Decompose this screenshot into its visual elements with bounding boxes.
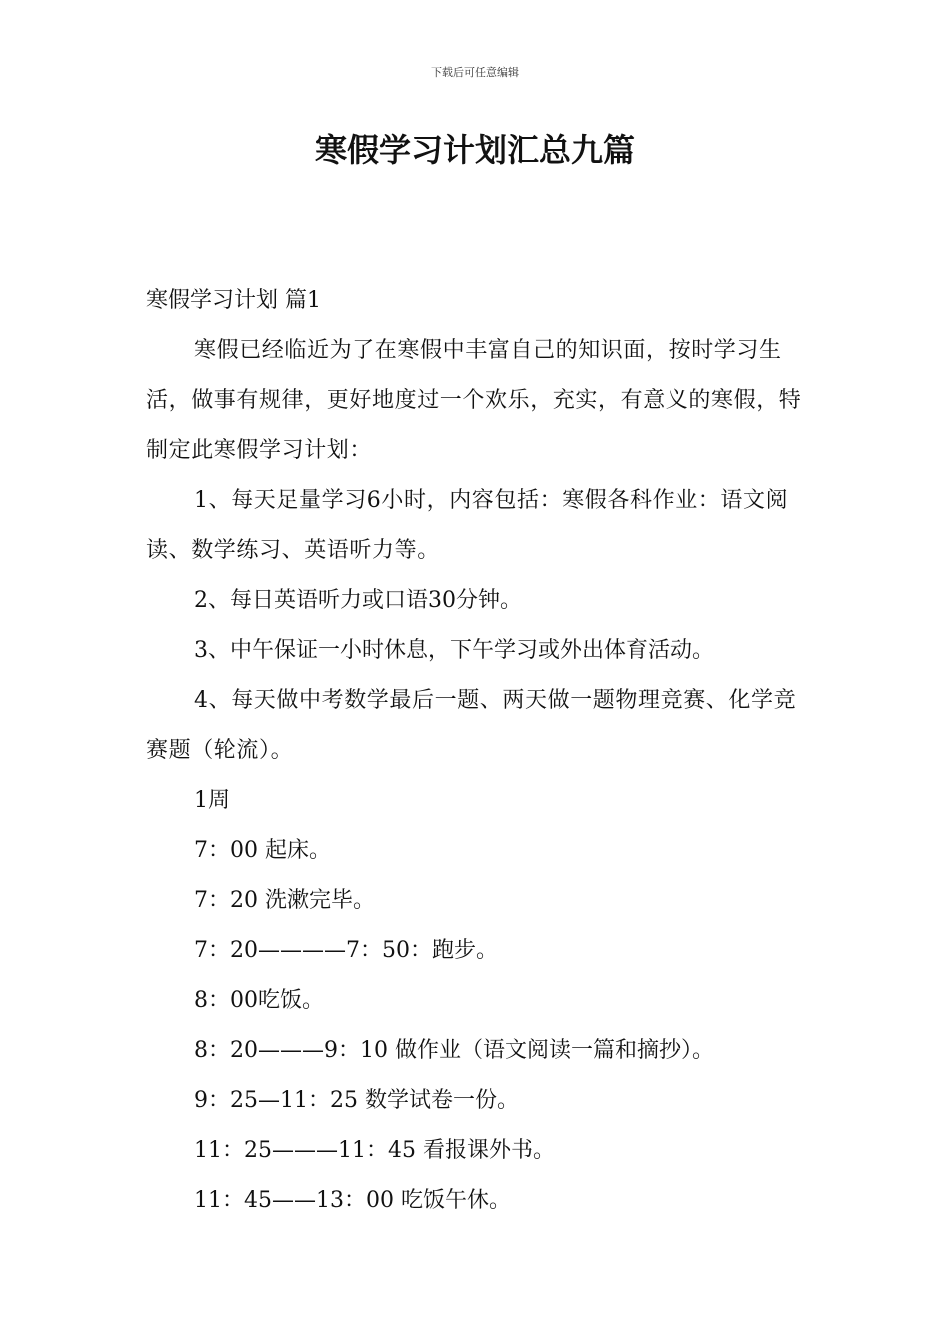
rule-item: 3、中午保证一小时休息，下午学习或外出体育活动。 bbox=[194, 638, 714, 663]
schedule-item: 7：20 洗漱完毕。 bbox=[194, 888, 375, 913]
intro-paragraph: 寒假已经临近为了在寒假中丰富自己的知识面，按时学习生活，做事有规律，更好地度过一个欢乐，充实，有意义的寒假，特制定此寒假学习计划： bbox=[146, 338, 802, 463]
document-title: 寒假学习计划汇总九篇 bbox=[314, 131, 635, 169]
schedule-item: 7：20————7：50：跑步。 bbox=[194, 938, 498, 963]
document-body bbox=[146, 276, 806, 1226]
schedule-item: 9：25—11：25 数学试卷一份。 bbox=[194, 1088, 519, 1113]
schedule-item: 8：20———9：10 做作业（语文阅读一篇和摘抄）。 bbox=[194, 1038, 714, 1063]
rule-item: 4、每天做中考数学最后一题、两天做一题物理竞赛、化学竞赛题（轮流）。 bbox=[146, 688, 797, 763]
schedule-item: 11：25———11：45 看报课外书。 bbox=[194, 1138, 555, 1163]
schedule-item: 8：00吃饭。 bbox=[194, 988, 324, 1013]
section-heading: 寒假学习计划 篇1 bbox=[146, 288, 321, 313]
page-header-note: 下载后可任意编辑 bbox=[431, 66, 519, 79]
rule-item: 2、每日英语听力或口语30分钟。 bbox=[194, 588, 522, 613]
schedule-item: 11：45——13：00 吃饭午休。 bbox=[194, 1188, 511, 1213]
schedule-item: 7：00 起床。 bbox=[194, 838, 331, 863]
week-label: 1周 bbox=[194, 788, 230, 813]
rule-item: 1、每天足量学习6小时，内容包括：寒假各科作业：语文阅读、数学练习、英语听力等。 bbox=[146, 488, 789, 563]
